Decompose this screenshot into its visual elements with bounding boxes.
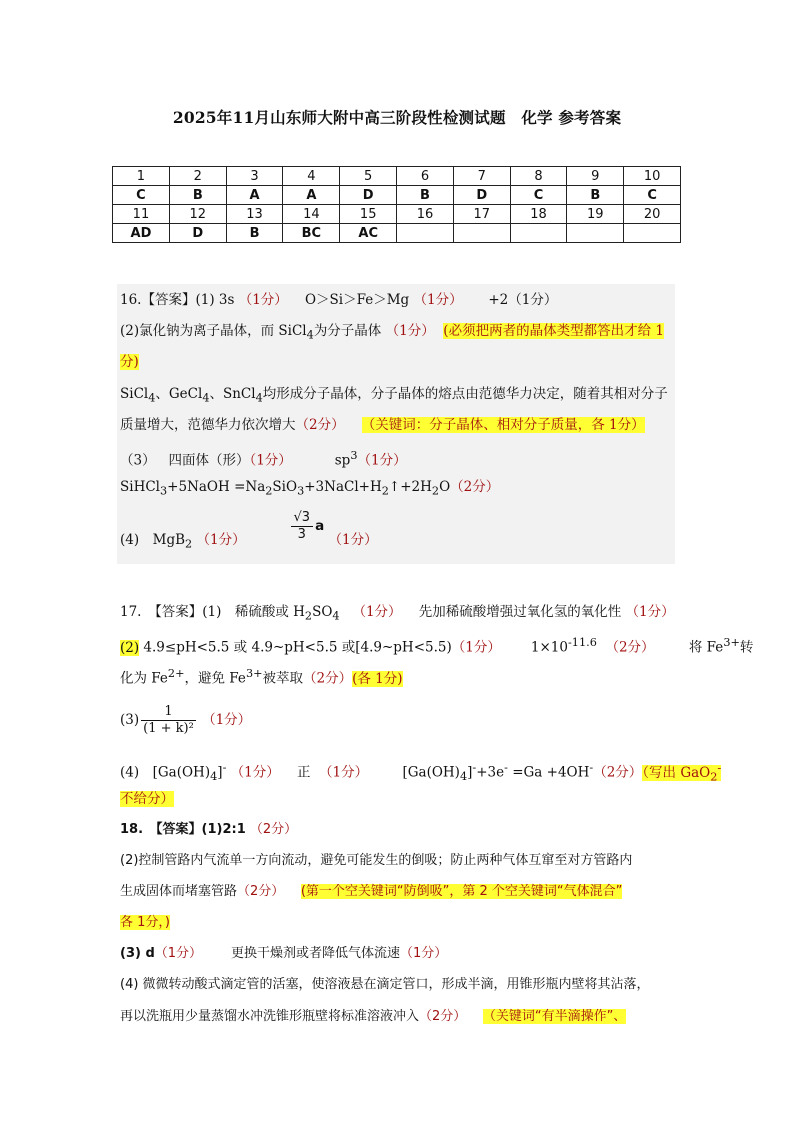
answer-text: SO (312, 604, 333, 620)
table-cell: 4 (283, 167, 340, 186)
q16-line-1 (120, 291, 557, 309)
grading-note: 各 1分，) (120, 915, 170, 930)
table-row (113, 186, 681, 205)
q17-line-2 (120, 634, 753, 657)
table-cell (453, 224, 510, 243)
answer-text: SiHCl (120, 479, 160, 495)
table-cell: A (283, 186, 340, 205)
answer-text: 再以洗瓶用少量蒸馏水冲洗锥形瓶壁将标准溶液冲入 (120, 1009, 420, 1024)
q18-line-5 (120, 945, 447, 963)
q16-line-3 (120, 353, 139, 371)
q17-line-4 (120, 700, 251, 740)
score-label: （2分） (593, 764, 643, 781)
table-cell: 7 (453, 167, 510, 186)
score-label: （1分） (352, 604, 402, 620)
grading-note: (必须把两者的晶体类型都答出才给 1 (443, 323, 664, 339)
table-cell: 18 (510, 205, 567, 224)
grading-note: (各 1分) (352, 670, 403, 687)
table-cell (624, 224, 681, 243)
table-cell: 12 (169, 205, 226, 224)
subscript: 4 (332, 609, 340, 623)
page-title: 2025年11月山东师大附中高三阶段性检测试题 化学 参考答案 (172, 108, 622, 127)
score-label: （1分） (319, 764, 369, 781)
score-label: （1分） (400, 946, 448, 961)
q16-part1-answer: 16.【答案】(1) 3s (120, 292, 235, 308)
fraction-denominator: (1 + k)² (143, 721, 194, 736)
answer-text: 18. 【答案】(1)2:1 (120, 822, 246, 837)
score-label: （1分） (357, 452, 407, 469)
score-label: （1分） (230, 764, 280, 781)
superscript: - (589, 761, 594, 774)
subscript: 4 (148, 391, 156, 405)
answer-text: O＞Si＞Fe＞Mg (304, 292, 410, 308)
q18-line-4 (120, 914, 170, 932)
answer-text: 17. 【答案】(1) 稀硫酸或 H (120, 604, 305, 620)
subscript: 4 (459, 770, 468, 784)
table-cell: C (624, 186, 681, 205)
subscript: 2 (710, 770, 718, 784)
answer-text: ，避免 Fe (184, 670, 246, 687)
answer-text: SiCl (120, 386, 149, 402)
table-cell: 11 (113, 205, 170, 224)
q16-line-4 (120, 385, 668, 408)
q18-line-6 (120, 976, 650, 994)
score-label: （1分） (202, 712, 252, 728)
answer-text: (3) d (120, 946, 155, 961)
q16-line-7 (120, 478, 499, 501)
table-cell: 17 (453, 205, 510, 224)
answer-text: 被萃取 (262, 670, 304, 687)
q18-line-7 (120, 1008, 626, 1026)
formula-fraction (291, 510, 314, 543)
subscript: 4 (255, 391, 263, 405)
table-row (113, 205, 681, 224)
table-cell: 13 (226, 205, 283, 224)
subscript: 2 (381, 484, 389, 498)
answer-text: +3NaCl+H (304, 479, 382, 495)
table-cell (567, 224, 624, 243)
answer-text: (3) (120, 712, 140, 728)
superscript: - (717, 761, 722, 774)
q17-line-6 (120, 790, 174, 808)
answer-table (112, 166, 681, 243)
answer-text: sp (334, 452, 351, 469)
score-label: （1分） (385, 323, 435, 339)
table-cell: D (340, 186, 397, 205)
grading-note: (第一个空关键词“防倒吸”，第 2 个空关键词“气体混合” (300, 884, 623, 899)
superscript: 3+ (245, 667, 263, 680)
score-label: （1分） (625, 604, 675, 620)
q17-line-1 (120, 603, 675, 626)
answer-text: SiO (272, 479, 298, 495)
answer-text: 4.9≤pH<5.5 或 4.9~pH<5.5 或[4.9~pH<5.5) (139, 639, 452, 656)
superscript: - (472, 761, 477, 774)
table-cell: AC (340, 224, 397, 243)
table-cell: D (169, 224, 226, 243)
answer-text: 更换干燥剂或者降低气体流速 (230, 946, 400, 961)
answer-text: 四面体（形） (168, 452, 250, 469)
table-cell: 5 (340, 167, 397, 186)
answer-text: +3e (476, 764, 505, 781)
answer-text: ] (467, 764, 473, 781)
subscript: 2 (304, 609, 313, 623)
table-cell: AD (113, 224, 170, 243)
superscript: 3 (350, 449, 358, 462)
superscript: -11.6 (568, 636, 597, 649)
grading-note: 不给分） (120, 791, 174, 807)
superscript: - (222, 761, 227, 774)
table-cell: D (453, 186, 510, 205)
score-label: （2分） (450, 479, 500, 495)
answer-text: 、SnCl (209, 386, 256, 402)
score-label: （1分） (249, 452, 292, 469)
table-cell: B (397, 186, 454, 205)
subscript: 4 (306, 328, 314, 342)
score-label: （2分） (295, 417, 345, 433)
table-cell: B (567, 186, 624, 205)
table-cell: 8 (510, 167, 567, 186)
table-cell: 20 (624, 205, 681, 224)
grading-note (642, 761, 722, 784)
table-cell: BC (283, 224, 340, 243)
score-label: （1分） (196, 532, 246, 548)
score-label: （1分） (154, 946, 203, 961)
answer-text: (2)控制管路内气流单一方向流动，避免可能发生的倒吸；防止两种气体互窜至对方管路内 (120, 853, 633, 868)
score-label: （2分） (249, 822, 298, 837)
superscript: 2+ (167, 667, 185, 680)
table-cell (510, 224, 567, 243)
table-cell: 3 (226, 167, 283, 186)
subscript: 4 (202, 391, 210, 405)
subscript: 3 (160, 484, 168, 498)
answer-text: （3） (120, 452, 156, 469)
answer-text: 均形成分子晶体，分子晶体的熔点由范德华力决定，随着其相对分子 (262, 386, 668, 402)
q18-line-1 (120, 821, 297, 839)
table-cell: 10 (624, 167, 681, 186)
answer-text: [Ga(OH) (402, 764, 460, 781)
grading-note: （关键词：分子晶体、相对分子质量，各 1分） (361, 417, 645, 433)
table-cell (397, 224, 454, 243)
score-label: （1分） (413, 292, 463, 308)
subscript: 2 (185, 537, 193, 551)
answer-text: 为分子晶体 (313, 323, 382, 339)
subscript: 4 (210, 770, 218, 784)
fraction-numerator: √3 (291, 510, 314, 527)
score-label: （1分） (328, 532, 378, 548)
table-cell: 15 (340, 205, 397, 224)
score-label: （2分） (237, 884, 285, 899)
table-cell: C (510, 186, 567, 205)
answer-text: O (439, 479, 451, 495)
q18-line-2 (120, 852, 632, 870)
superscript: - (504, 761, 508, 774)
answer-text: 质量增大，范德华力依次增大 (120, 417, 296, 433)
answer-text: 、GeCl (155, 386, 203, 402)
table-cell: B (169, 186, 226, 205)
table-cell: C (113, 186, 170, 205)
answer-text: (4) MgB (120, 532, 186, 548)
answer-text: ↑+2H (388, 479, 432, 495)
subscript: 2 (431, 484, 440, 498)
answer-text: (2)氯化钠为离子晶体，而 SiCl (120, 323, 307, 339)
table-cell: 19 (567, 205, 624, 224)
table-cell: A (226, 186, 283, 205)
superscript: 3+ (723, 636, 740, 649)
table-row (113, 224, 681, 243)
q16-line-8 (120, 510, 378, 560)
table-cell: 1 (113, 167, 170, 186)
grading-note: 分) (120, 354, 139, 370)
answer-text: (4) [Ga(OH) (120, 764, 211, 781)
q18-line-3 (120, 883, 622, 901)
subscript: 2 (265, 484, 273, 498)
q16-line-2 (120, 322, 664, 345)
score-label: （2分） (605, 639, 655, 656)
table-cell: 16 (397, 205, 454, 224)
answer-text: ] (217, 764, 223, 781)
fraction-denominator: 3 (297, 527, 306, 542)
table-cell: 2 (169, 167, 226, 186)
formula-fraction (141, 704, 196, 737)
answer-text: 将 Fe (688, 639, 724, 656)
answer-text: (4) 微微转动酸式滴定管的活塞，使溶液悬在滴定管口，形成半滴，用锥形瓶内壁将其沾落， (120, 977, 650, 992)
answer-text: 正 (296, 764, 311, 781)
answer-text: +2（1分） (488, 292, 558, 308)
q16-line-6 (120, 447, 407, 470)
table-cell: B (226, 224, 283, 243)
answer-text: 转 (739, 639, 754, 656)
fraction-numerator: 1 (141, 704, 196, 721)
q17-line-3 (120, 665, 403, 688)
grading-note-text: （写出 GaO (642, 764, 711, 781)
score-label: （2分） (419, 1009, 467, 1024)
answer-text: 1×10 (530, 639, 568, 656)
formula-variable: a (315, 518, 325, 534)
q17-line-5 (120, 759, 721, 786)
answer-text: +5NaOH =Na (167, 479, 266, 495)
answer-text: 生成固体而堵塞管路 (120, 884, 238, 899)
answer-text: 先加稀硫酸增强过氧化氢的氧化性 (418, 604, 622, 620)
subscript: 3 (297, 484, 305, 498)
score-label: （2分） (303, 670, 353, 687)
table-cell: 9 (567, 167, 624, 186)
highlighted-label: (2) (120, 639, 140, 656)
answer-text: =Ga +4OH (507, 764, 590, 781)
table-cell: 14 (283, 205, 340, 224)
table-cell: 6 (397, 167, 454, 186)
score-label: （1分） (238, 292, 288, 308)
table-row (113, 167, 681, 186)
q16-line-5 (120, 416, 645, 434)
grading-note: （关键词“有半滴操作”、 (482, 1009, 627, 1024)
score-label: （1分） (451, 639, 501, 656)
answer-text: 化为 Fe (120, 670, 168, 687)
